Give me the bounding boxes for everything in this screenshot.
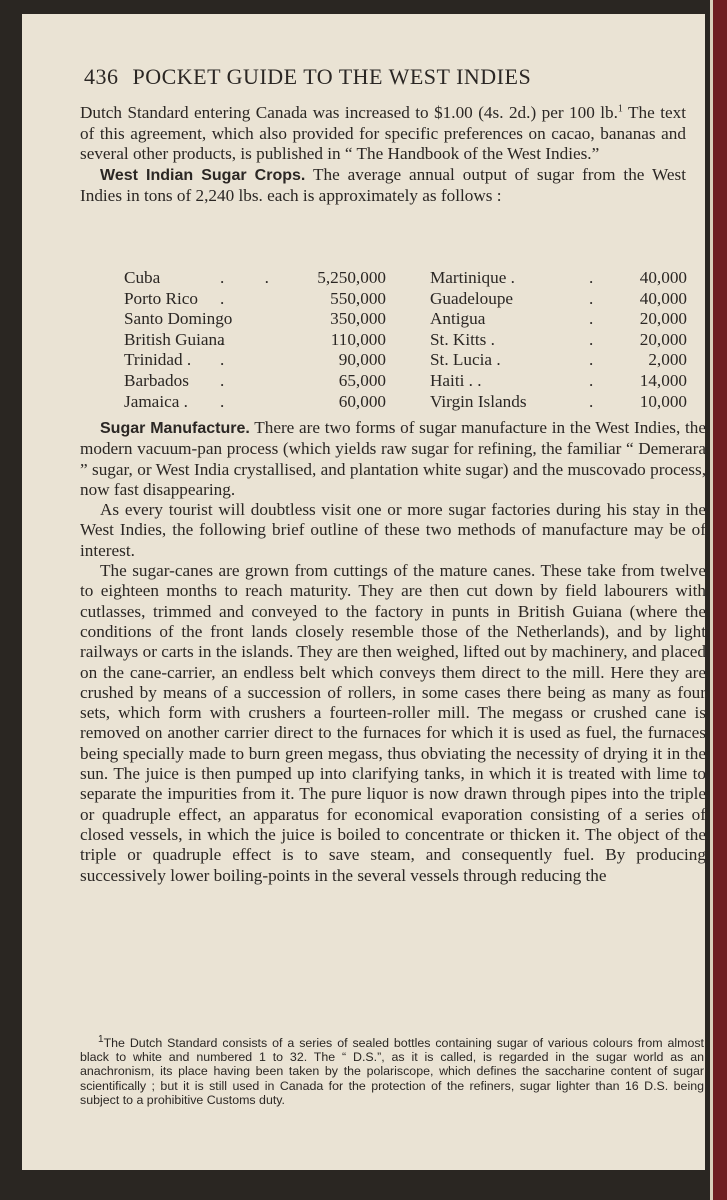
left-country: Trinidad . [124,350,192,370]
left-tons: 60,000 [338,391,386,411]
manufacture-text-1: There are two forms of sugar manufacture in the West Indies, the modern vacuum-pan process (which yields raw sugar for refining, the familiar “ Demerara ” sugar, or West India crystallised, and plantation white sugar) and the muscovado process, now fast disappearing. [80,418,707,499]
manufacture-section [80,418,706,886]
right-leader-dot: . [589,329,594,349]
sugar-crops-paragraph [80,165,686,207]
right-tons: 40,000 [639,268,687,287]
footnote-text: The Dutch Standard consists of a series of sealed bottles containing sugar of various colours from almost black to white and numbered 1 to 32. The “ D.S.”, as it is called, is regarded in the sugar world as an anachronism, its place having been taken by the polariscope, which defines the saccharine content of sugar scientifically ; but it is still used in Canada for the protection of the refiners, sugar lighter than 16 D.S. being subject to a prohibitive Customs duty. [80,1036,704,1107]
left-country: Jamaica . [124,391,188,411]
table-row [124,350,694,371]
right-leader-dot: . [589,350,594,370]
right-leader-dot: . [589,288,594,308]
right-leader-dot: . [589,391,594,411]
running-title: POCKET GUIDE TO THE WEST INDIES [132,64,532,89]
table-row [124,330,694,351]
right-country: St. Lucia . [430,350,501,370]
intro-paragraph [80,103,686,165]
intro-text [80,103,686,207]
manufacture-paragraph-3: The sugar-canes are grown from cuttings of the mature canes. These take from twelve to eighteen months to reach maturity. They are then cut down by field labourers with cutlasses, trimmed and conveyed to the factory in punts in British Guiana (where the conditions of the front lands closely resemble those of the Netherlands), and by light railways or carts in the islands. They are then weighed, lifted out by machinery, and placed on the cane-carrier, an endless belt which conveys them direct to the mill. Here they are crushed by means of a succession of rollers, in some cases there being as many as four sets, which form with crushers a fourteen-roller mill. The megass or crushed cane is removed on another carrier direct to the furnaces for which it is used as fuel, the furnaces being specially made to burn green megass, thus obviating the necessity of drying it in the sun. The juice is then pumped up into clarifying tanks, in which it is treated with lime to separate the impurities from it. The pure liquor is now drawn through pipes into the triple or quadruple effect, an apparatus for economical evaporation consisting of a series of closed vessels, in which the juice is boiled to concentrate or thicken it. The object of the triple or quadruple effect is to save steam, and consequently fuel. By producing successively lower boiling-points in the several vessels through reducing the [80,561,706,885]
intro-text-a: Dutch Standard entering Canada was increased to $1.00 (4s. 2d.) per 100 lb. [80,103,618,122]
left-leader-dots: . [220,391,243,411]
manufacture-heading: Sugar Manufacture. [100,420,250,437]
table-row [124,392,694,413]
left-leader-dots: . . [220,268,287,287]
footnote-paragraph [80,1033,704,1107]
right-tons: 40,000 [639,288,687,308]
sugar-crops-text: The average annual output of sugar from the West Indies in tons of 2,240 lbs. each is approximately as follows : [80,164,686,206]
right-leader-dot: . [589,309,594,329]
manufacture-paragraph-1 [80,418,706,500]
intro-text-b: The text of this agreement, which also provided for specific preferences on cacao, bananas and several other products, is published in “ The Handbook of the West Indies.” [80,103,687,164]
left-country: British Guiana [124,329,225,349]
right-tons: 20,000 [639,309,687,329]
right-tons: 10,000 [639,391,687,411]
right-leader-dot: . [589,370,594,390]
right-country: Martinique . [430,268,515,287]
footnote-ref: 1 [617,103,623,115]
left-leader-dots: . [220,350,243,370]
table-row [124,371,694,392]
left-leader-dots: . [220,370,243,390]
right-country: Haiti . . [430,370,482,390]
right-tons: 20,000 [639,329,687,349]
right-country: Guadeloupe [430,288,514,308]
left-tons: 65,000 [338,370,386,390]
right-tons: 14,000 [639,370,687,390]
sugar-output-table [124,268,694,412]
left-tons: 110,000 [330,329,386,349]
left-tons: 350,000 [330,309,386,329]
left-country: Cuba [124,268,161,287]
right-country: St. Kitts . [430,329,495,349]
footnote [80,1033,704,1107]
left-country: Santo Domingo [124,309,233,329]
left-leader-dots: . [220,288,243,308]
left-country: Barbados [124,370,189,390]
running-header [84,64,684,90]
right-tons: 2,000 [648,350,687,370]
left-tons: 5,250,000 [317,268,386,287]
table-row [124,268,694,289]
table-row [124,309,694,330]
table-row [124,289,694,310]
footnote-marker: 1 [98,1033,104,1045]
page-number: 436 [84,64,119,89]
manufacture-paragraph-2: As every tourist will doubtless visit one or more sugar factories during his stay in the West Indies, the following brief outline of these two methods of manufacture may be of interest. [80,500,706,560]
right-leader-dot: . [589,268,594,287]
left-country: Porto Rico [124,288,199,308]
left-tons: 90,000 [338,350,386,370]
sugar-crops-heading: West Indian Sugar Crops. [100,166,306,184]
book-cover-edge [713,0,727,1200]
right-country: Virgin Islands [430,391,527,411]
book-page [22,14,705,1170]
left-tons: 550,000 [330,288,386,308]
right-country: Antigua [430,309,486,329]
left-leader-dots: . [220,329,243,349]
